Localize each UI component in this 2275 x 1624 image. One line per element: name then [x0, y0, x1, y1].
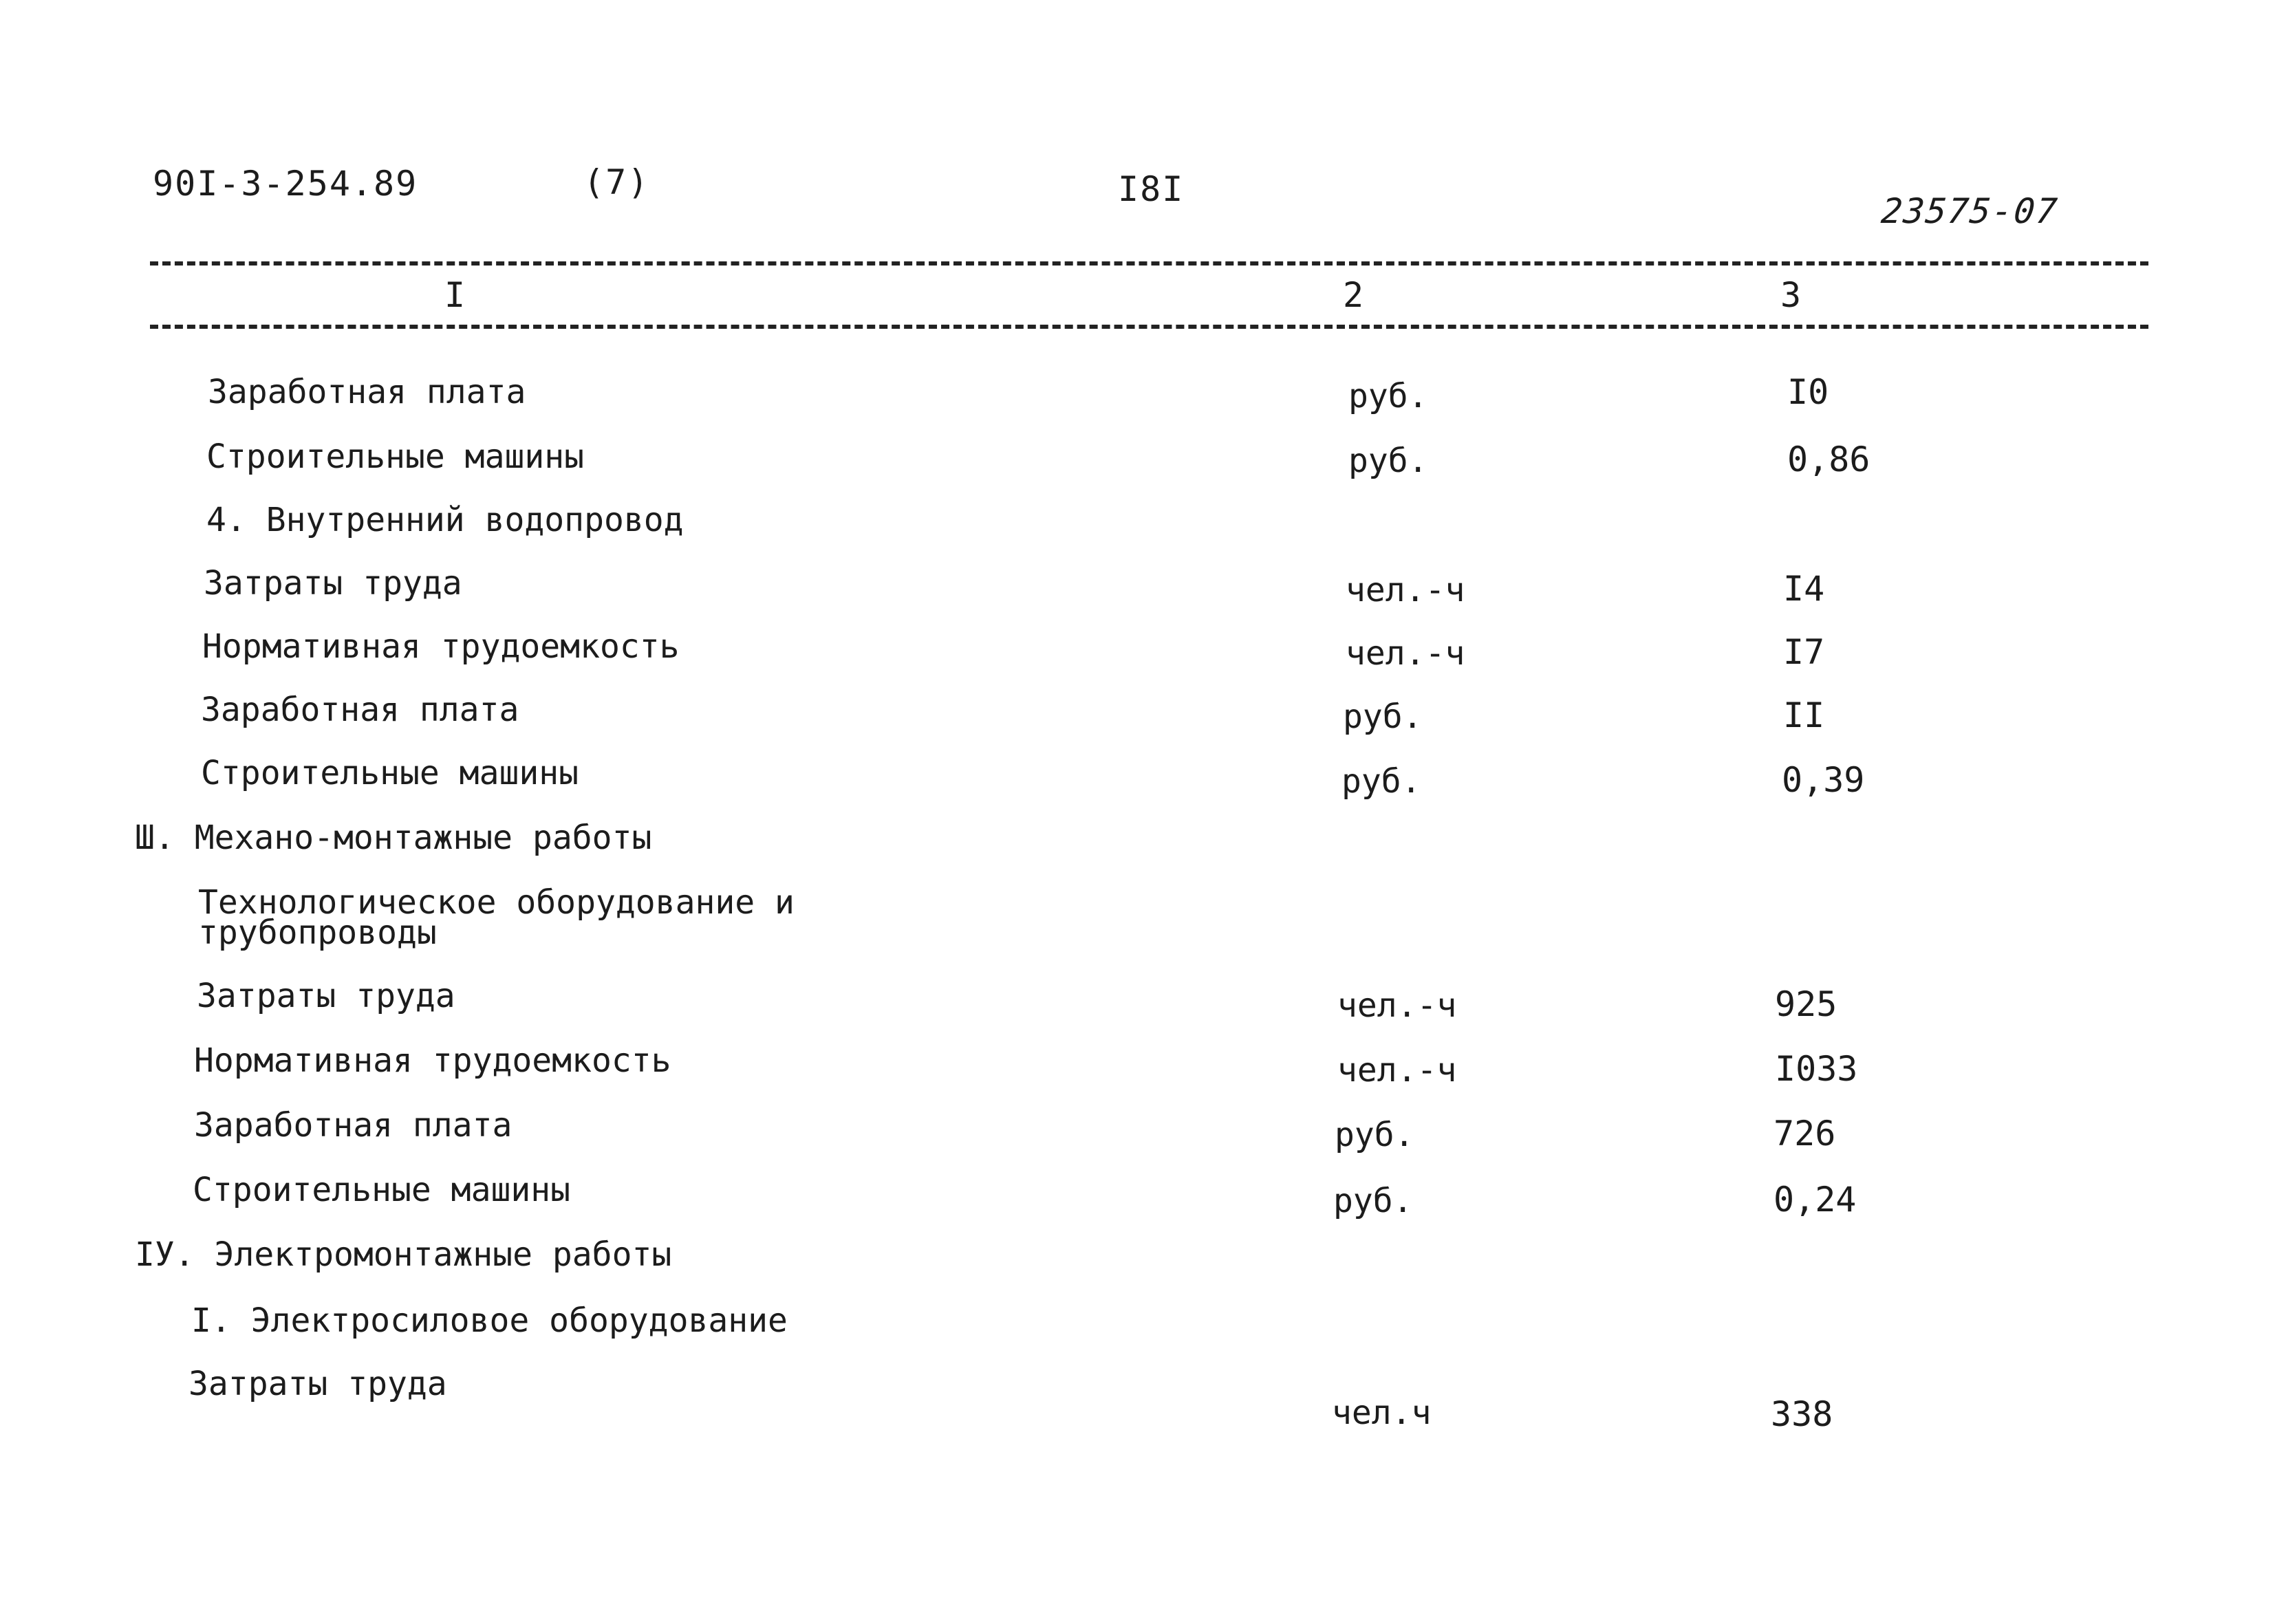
- header-rule-bottom: [150, 325, 2148, 329]
- row-name: Заработная плата: [208, 373, 526, 411]
- row-unit: чел.-ч: [1337, 986, 1457, 1025]
- row-value: 0,24: [1773, 1180, 1857, 1220]
- column-header-3: 3: [1780, 275, 1802, 315]
- row-unit: чел.-ч: [1346, 571, 1465, 609]
- row-value: I7: [1783, 632, 1825, 672]
- row-name: Строительные машины: [193, 1171, 571, 1209]
- table-row: [0, 627, 2275, 673]
- table-row: [0, 1367, 2275, 1436]
- section-heading: IУ. Электромонтажные работы: [135, 1235, 672, 1274]
- row-name: Строительные машины: [201, 754, 579, 792]
- inventory-number: 23575-07: [1879, 191, 2060, 231]
- row-unit: чел.-ч: [1346, 634, 1465, 673]
- row-unit: руб.: [1335, 1116, 1414, 1154]
- row-name: Заработная плата: [201, 691, 519, 729]
- row-name: Затраты труда: [204, 564, 462, 603]
- table-row: [0, 564, 2275, 609]
- row-value: I0: [1787, 372, 1829, 412]
- row-unit: руб.: [1343, 697, 1423, 736]
- row-unit: руб.: [1348, 442, 1428, 480]
- table-row: [0, 501, 2275, 545]
- column-header-1: I: [444, 275, 466, 315]
- page-number: I8I: [1118, 169, 1185, 209]
- table-row: [0, 977, 2275, 1025]
- table-row: [0, 437, 2275, 481]
- table-row: [0, 693, 2275, 735]
- column-header-2: 2: [1343, 275, 1364, 315]
- row-value: 0,86: [1787, 440, 1870, 479]
- table-row: [0, 1106, 2275, 1154]
- row-name: Затраты труда: [188, 1365, 447, 1403]
- row-value: I033: [1775, 1049, 1858, 1089]
- row-value: I4: [1783, 569, 1825, 609]
- row-unit: чел.ч: [1332, 1394, 1432, 1432]
- table-row: [0, 1041, 2275, 1090]
- row-name: Строительные машины: [206, 437, 585, 476]
- header-rule-top: [150, 261, 2148, 266]
- row-name: I. Электросиловое оборудование: [191, 1301, 788, 1340]
- document-code: 90I-3-254.89: [153, 164, 418, 204]
- table-row: [0, 1303, 2275, 1344]
- row-value: 726: [1773, 1114, 1836, 1154]
- table-row: [0, 372, 2275, 417]
- table-row: [0, 1171, 2275, 1220]
- table-row: [0, 821, 2275, 863]
- row-name: Нормативная трудоемкость: [202, 627, 680, 666]
- row-name: Заработная плата: [194, 1106, 513, 1145]
- row-name: Технологическое оборудование и: [198, 883, 795, 922]
- section-heading: Ш. Механо-монтажные работы: [135, 819, 652, 857]
- row-name-continuation: трубопроводы: [198, 913, 437, 952]
- row-value: 338: [1771, 1394, 1833, 1434]
- row-value: II: [1783, 695, 1825, 735]
- row-value: 925: [1775, 984, 1837, 1024]
- row-name: 4. Внутренний водопровод: [206, 501, 684, 539]
- row-unit: руб.: [1341, 762, 1421, 801]
- row-name: Затраты труда: [197, 977, 455, 1015]
- table-row: [0, 883, 2275, 955]
- table-row: [0, 754, 2275, 801]
- row-name: Нормативная трудоемкость: [194, 1041, 671, 1080]
- row-unit: чел.-ч: [1337, 1051, 1457, 1090]
- table-row: [0, 1235, 2275, 1279]
- sheet-number: (7): [583, 162, 650, 202]
- row-unit: руб.: [1348, 377, 1428, 415]
- row-unit: руб.: [1333, 1182, 1413, 1220]
- row-value: 0,39: [1782, 760, 1865, 800]
